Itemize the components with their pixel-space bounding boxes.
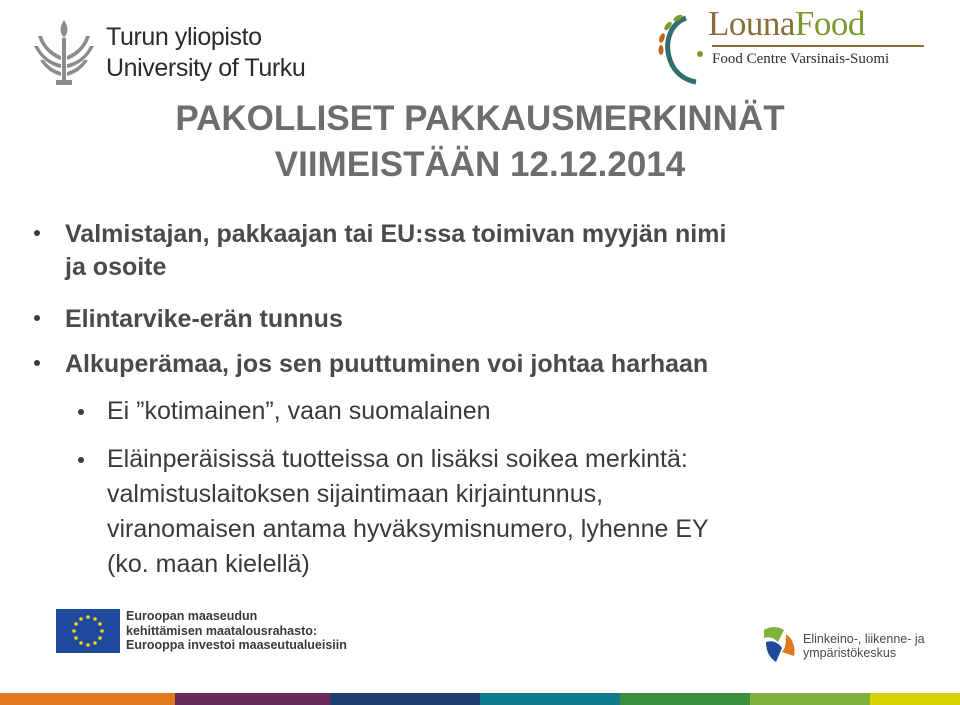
- bullet-item: Alkuperämaa, jos sen puuttuminen voi johtaa harhaan: [65, 350, 709, 378]
- eu-funding-logo: [56, 606, 347, 654]
- slide-title: [0, 96, 960, 188]
- bottom-color-stripe: [0, 693, 960, 705]
- ely-logo-line1: Elinkeino-, liikenne- ja: [803, 632, 925, 646]
- eu-logo-line3: Eurooppa investoi maaseutualueisiin: [126, 638, 347, 652]
- eu-flag-icon: [56, 609, 120, 653]
- eu-logo-line2: kehittämisen maatalousrahasto:: [126, 623, 318, 638]
- lounafood-divider: [712, 45, 924, 47]
- university-of-turku-logo: [32, 16, 306, 91]
- subbullet-item: Ei ”kotimainen”, vaan suomalainen: [107, 397, 491, 425]
- stripe-segment: [0, 693, 175, 705]
- stripe-segment: [480, 693, 620, 705]
- lounafood-subtitle: Food Centre Varsinais-Suomi: [712, 51, 890, 67]
- bullet-marker: [34, 360, 40, 366]
- subbullet-item: Eläinperäisissä tuotteissa on lisäksi soikea merkintä: valmistuslaitoksen sijaintimaan kirjaintunnus, viranomaisen antama hyväksymisnumero, lyhenne EY (ko. maan kielellä): [107, 445, 709, 578]
- ely-logo-line2: ympäristökeskus: [803, 646, 897, 660]
- subbullet-marker: [78, 457, 84, 463]
- ely-emblem-icon: [760, 622, 800, 666]
- torch-emblem-icon: [32, 16, 96, 88]
- ely-centre-logo: [760, 622, 940, 672]
- turku-logo-line2: University of Turku: [106, 54, 306, 82]
- stripe-segment: [620, 693, 750, 705]
- eu-logo-line1: Euroopan maaseudun: [126, 609, 258, 623]
- stripe-segment: [870, 693, 960, 705]
- lounafood-name-part2: Food: [794, 4, 865, 43]
- turku-logo-line1: Turun yliopisto: [106, 23, 262, 51]
- stripe-segment: [330, 693, 480, 705]
- slide-title-line2: VIIMEISTÄÄN 12.12.2014: [274, 145, 686, 184]
- stripe-segment: [175, 693, 330, 705]
- bullet-item: Valmistajan, pakkaajan tai EU:ssa toimivan myyjän nimi ja osoite: [65, 220, 727, 281]
- bullet-marker: [34, 315, 40, 321]
- bullet-marker: [34, 230, 40, 236]
- stripe-segment: [750, 693, 870, 705]
- grain-emblem-icon: [656, 10, 712, 86]
- lounafood-name-part1: Louna: [708, 4, 795, 43]
- bullet-item: Elintarvike-erän tunnus: [65, 305, 343, 333]
- subbullet-marker: [78, 409, 84, 415]
- slide-title-line1: PAKOLLISET PAKKAUSMERKINNÄT: [175, 99, 785, 138]
- lounafood-logo: [656, 4, 926, 84]
